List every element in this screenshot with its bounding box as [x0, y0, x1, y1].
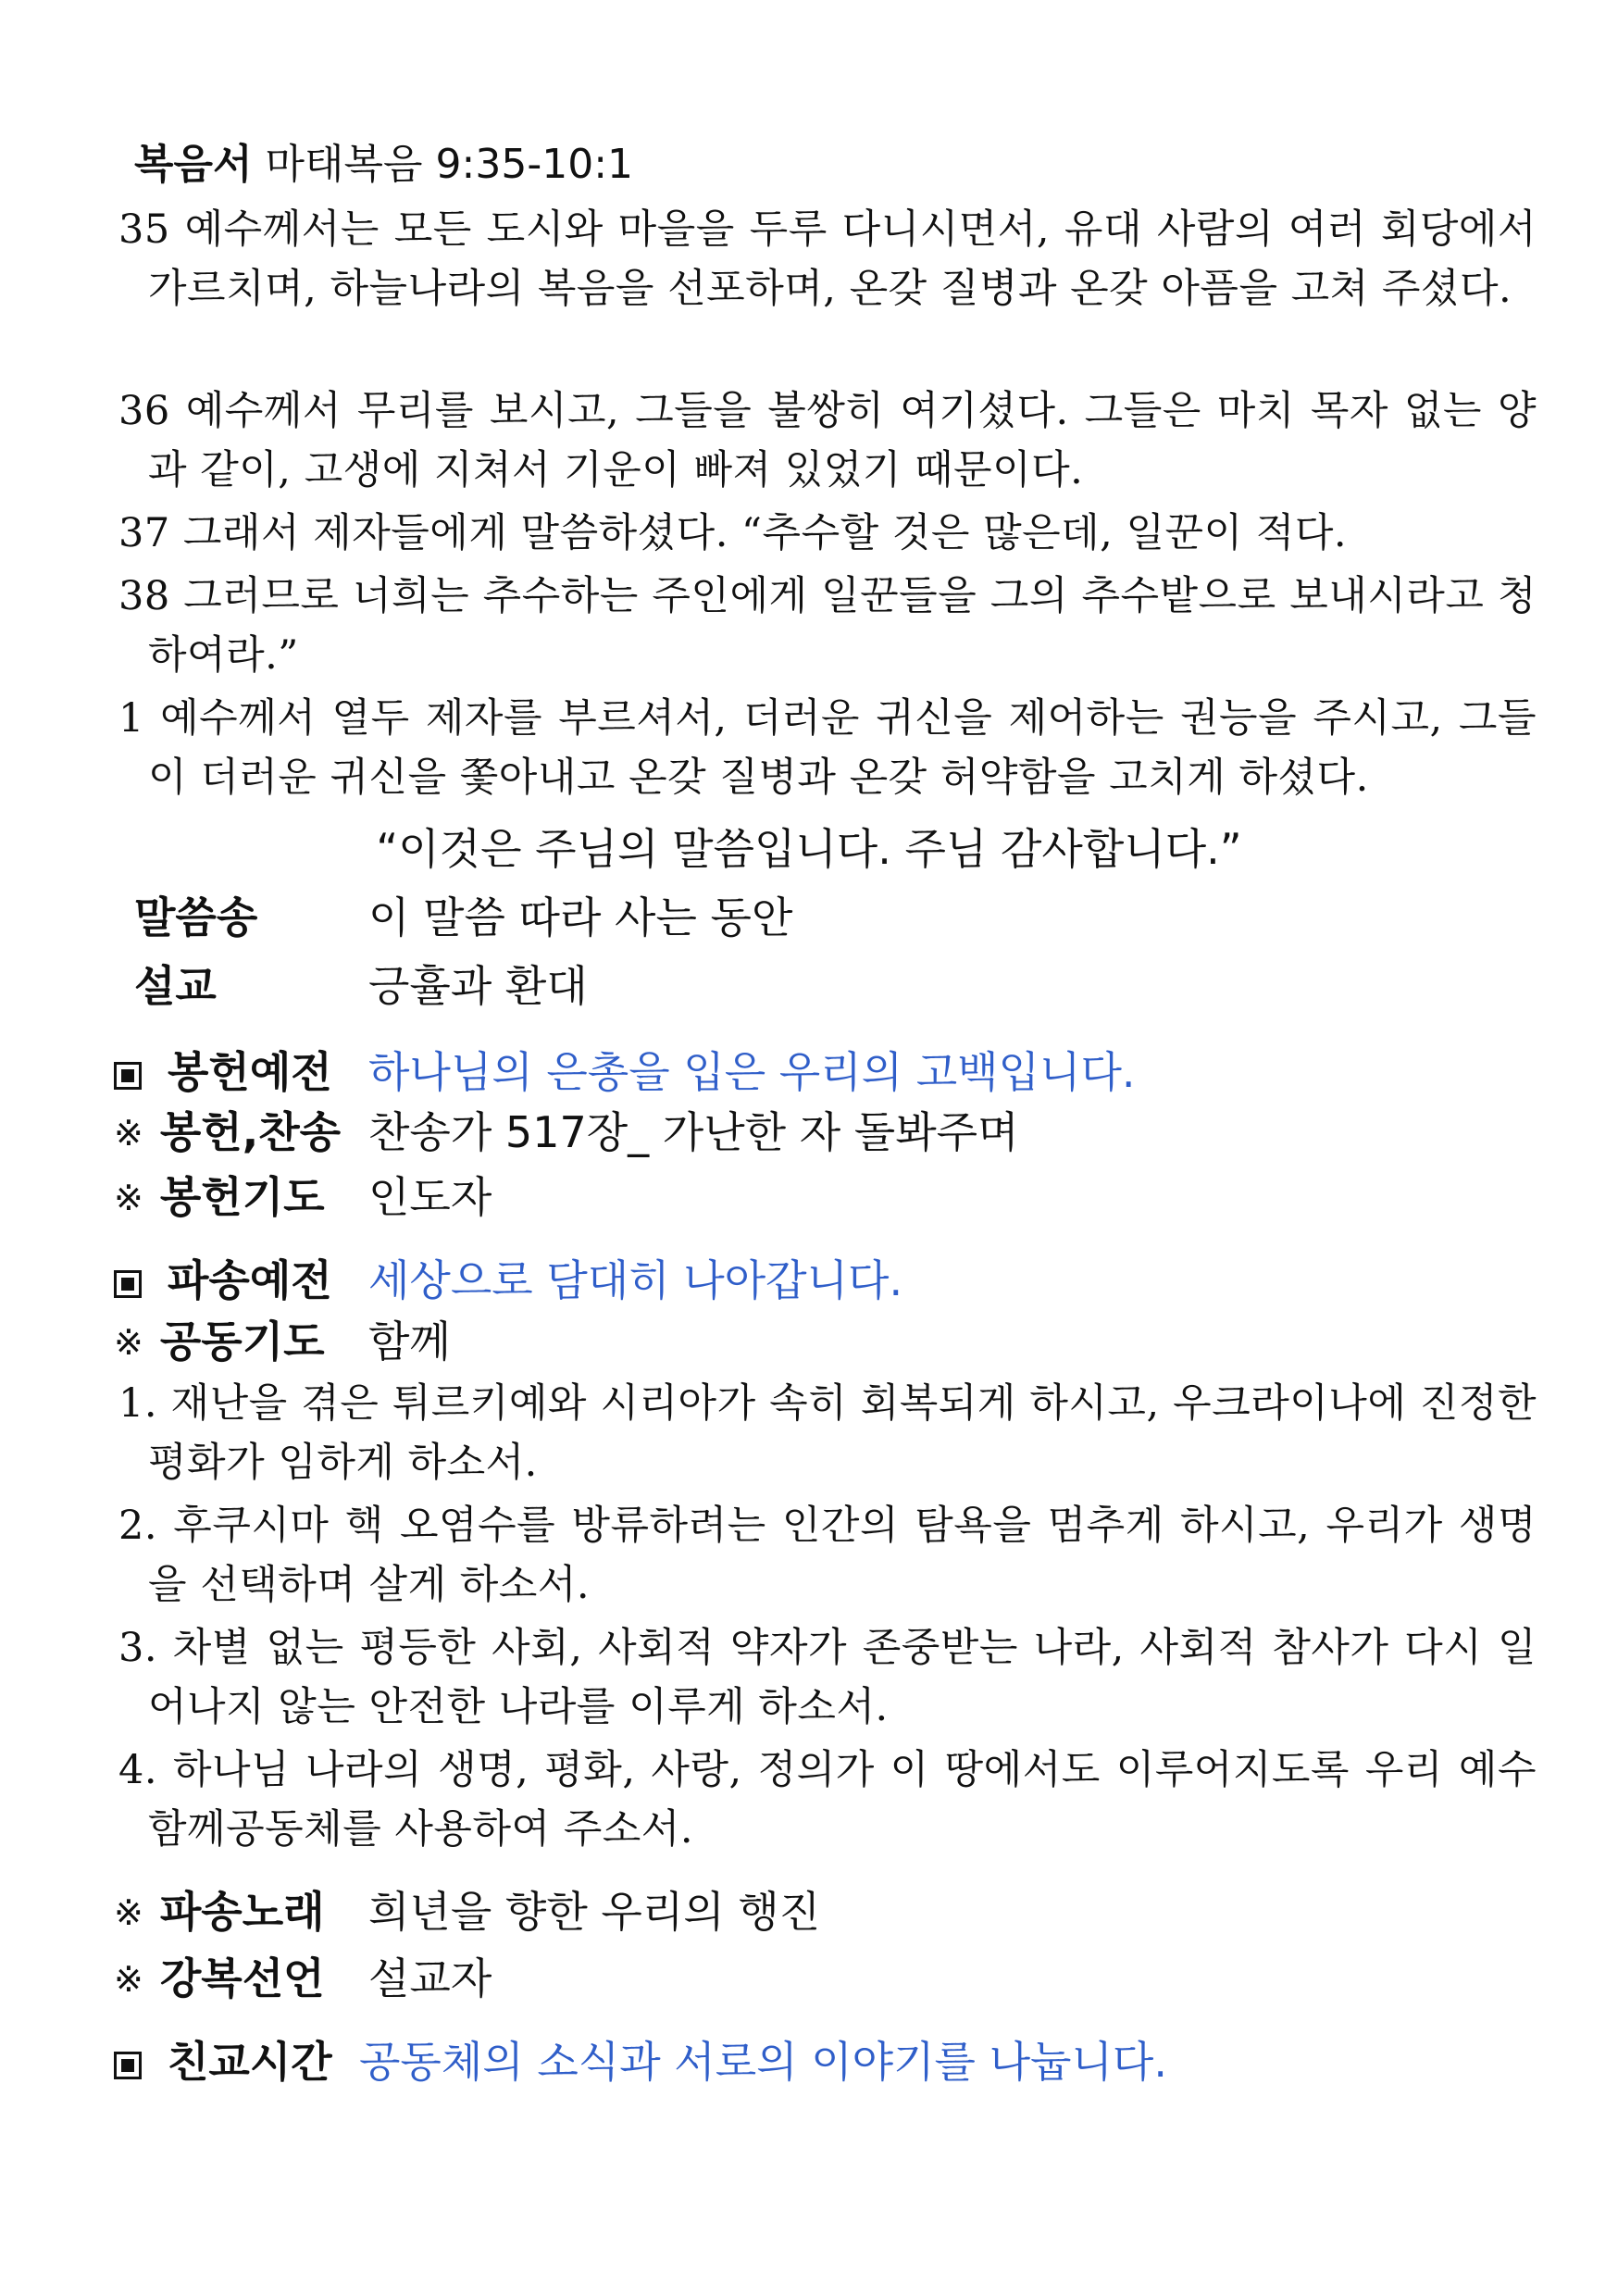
word-song-row	[134, 889, 967, 946]
fellowship-label: 친교시간	[168, 2037, 332, 2087]
common-prayer-label: 공동기도	[159, 1316, 325, 1366]
offering-prayer-label: 봉헌기도	[159, 1172, 325, 1222]
offering-hymn-value: 찬송가 517장_ 가난한 자 돌봐주며	[368, 1107, 1019, 1157]
sermon-row	[134, 957, 967, 1015]
reference-mark-icon: ※	[114, 1113, 143, 1154]
section-box-icon	[114, 1270, 142, 1298]
prayer-number: 2.	[118, 1503, 158, 1549]
section-box-icon	[114, 2052, 142, 2079]
word-song-label: 말씀송	[134, 892, 258, 942]
prayer-text: 차별 없는 평등한 사회, 사회적 약자가 존중받는 나라, 사회적 참사가 다시 일어나지 않는 안전한 나라를 이루게 하소서.	[148, 1625, 1537, 1730]
prayer-item-2	[118, 1496, 1537, 1615]
reference-mark-icon: ※	[114, 1178, 143, 1218]
verse-text: 예수께서는 모든 도시와 마을을 두루 다니시면서, 유대 사람의 여러 회당에서 가르치며, 하늘나라의 복음을 선포하며, 온갖 질병과 온갖 아픔을 고쳐 주셨다.	[148, 206, 1537, 312]
fellowship-text: 공동체의 소식과 서로의 이야기를 나눕니다.	[359, 2037, 1167, 2087]
reference-mark-icon: ※	[114, 1322, 143, 1363]
offering-worship-text: 하나님의 은총을 입은 우리의 고백입니다.	[368, 1047, 1136, 1097]
common-prayer-value: 함께	[368, 1316, 451, 1366]
reference-mark-icon: ※	[114, 1892, 143, 1933]
offering-hymn-label: 봉헌,찬송	[159, 1107, 342, 1157]
prayer-item-1	[118, 1374, 1537, 1492]
verse-number: 37	[118, 510, 170, 556]
verse-text: 예수께서 열두 제자를 부르셔서, 더러운 귀신을 제어하는 권능을 주시고, 그들이 더러운 귀신을 쫓아내고 온갖 질병과 온갖 허약함을 고치게 하셨다.	[148, 695, 1537, 801]
word-song-value: 이 말씀 따라 사는 동안	[368, 892, 793, 942]
proclamation: “이것은 주님의 말씀입니다. 주님 감사합니다.”	[376, 824, 1242, 874]
sending-worship-row	[114, 1252, 1558, 1309]
sending-worship-text: 세상으로 담대히 나아갑니다.	[368, 1255, 903, 1305]
prayer-text: 후쿠시마 핵 오염수를 방류하려는 인간의 탐욕을 멈추게 하시고, 우리가 생명을 선택하며 살게 하소서.	[148, 1503, 1537, 1608]
verse-36	[118, 381, 1537, 500]
prayer-number: 3.	[118, 1625, 158, 1671]
sermon-title: 긍휼과 환대	[368, 961, 588, 1011]
verse-number: 38	[118, 573, 170, 619]
verse-number: 36	[118, 388, 170, 434]
fellowship-row	[114, 2033, 1558, 2090]
verse-35	[118, 200, 1537, 318]
prayer-item-4	[118, 1741, 1537, 1859]
prayer-text: 재난을 겪은 튀르키예와 시리아가 속히 회복되게 하시고, 우크라이나에 진정한 평화가 임하게 하소서.	[148, 1380, 1537, 1486]
offering-worship-label: 봉헌예전	[168, 1047, 332, 1097]
gospel-reading-heading	[134, 137, 633, 193]
prayer-number: 1.	[118, 1380, 158, 1427]
offering-hymn-row	[114, 1104, 1558, 1161]
verse-38	[118, 567, 1537, 685]
sending-song-label: 파송노래	[159, 1887, 325, 1937]
prayer-number: 4.	[118, 1747, 158, 1793]
reference-mark-icon: ※	[114, 1959, 143, 2000]
offering-prayer-value: 인도자	[368, 1172, 492, 1222]
verse-text: 예수께서 무리를 보시고, 그들을 불쌍히 여기셨다. 그들은 마치 목자 없는 양과 같이, 고생에 지쳐서 기운이 빠져 있었기 때문이다.	[148, 388, 1537, 493]
sermon-label: 설교	[134, 961, 217, 1011]
benediction-row	[114, 1950, 1558, 2007]
verse-number: 35	[118, 206, 170, 253]
gospel-label: 복음서	[134, 141, 253, 188]
verse-10-1	[118, 689, 1537, 807]
prayer-text: 하나님 나라의 생명, 평화, 사랑, 정의가 이 땅에서도 이루어지도록 우리 예수함께공동체를 사용하여 주소서.	[148, 1747, 1537, 1853]
gospel-reference: 마태복음 9:35-10:1	[265, 141, 634, 188]
common-prayer-row	[114, 1313, 1558, 1370]
sending-worship-label: 파송예전	[168, 1255, 332, 1305]
verse-text: 그러므로 너희는 추수하는 주인에게 일꾼들을 그의 추수밭으로 보내시라고 청하여라.”	[148, 573, 1537, 679]
offering-prayer-row	[114, 1168, 1558, 1226]
verse-text: 그래서 제자들에게 말씀하셨다. “추수할 것은 많은데, 일꾼이 적다.	[182, 510, 1348, 556]
verse-number: 1	[118, 695, 144, 742]
section-box-icon	[114, 1062, 142, 1090]
benediction-value: 설교자	[368, 1953, 492, 2003]
sending-song-value: 희년을 향한 우리의 행진	[368, 1887, 821, 1937]
verse-37	[118, 504, 1537, 563]
benediction-label: 강복선언	[159, 1953, 325, 2003]
prayer-item-3	[118, 1618, 1537, 1737]
offering-worship-row	[114, 1043, 1558, 1101]
sending-song-row	[114, 1883, 1558, 1940]
